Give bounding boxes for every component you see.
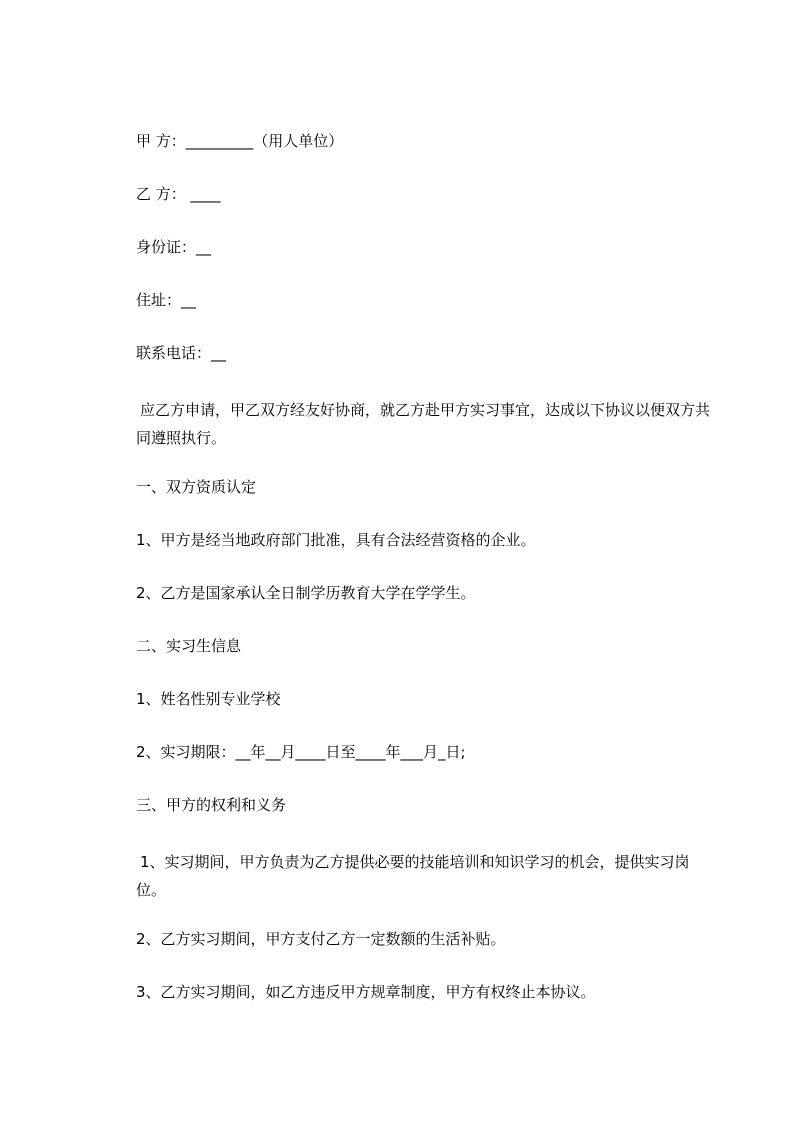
id-card-line: 身份证：__ xyxy=(136,238,212,256)
section-1-item-2: 2、乙方是国家承认全日制学历教育大学在学学生。 xyxy=(136,584,476,602)
section-3-item-2: 2、乙方实习期间，甲方支付乙方一定数额的生活补贴。 xyxy=(136,930,506,948)
section-3-title: 三、甲方的权利和义务 xyxy=(136,796,287,814)
party-a-line: 甲 方：_________（用人单位） xyxy=(136,132,344,150)
phone-line: 联系电话：__ xyxy=(136,344,227,362)
intro-paragraph: 应乙方申请，甲乙双方经友好协商，就乙方赴甲方实习事宜，达成以下协议以便双方共同遵照执行。 xyxy=(136,401,711,447)
section-2-title: 二、实习生信息 xyxy=(136,637,242,655)
section-2-item-1: 1、姓名性别专业学校 xyxy=(136,690,281,708)
section-1-title: 一、双方资质认定 xyxy=(136,478,257,496)
section-1-item-1: 1、甲方是经当地政府部门批准，具有合法经营资格的企业。 xyxy=(136,531,536,549)
section-2-item-2: 2、实习期限：__年__月____日至____年___月_日; xyxy=(136,743,466,761)
party-b-line: 乙 方： ____ xyxy=(136,185,221,203)
address-line: 住址：__ xyxy=(136,291,197,309)
section-3-item-1: 1、实习期间，甲方负责为乙方提供必要的技能培训和知识学习的机会，提供实习岗位。 xyxy=(136,853,690,899)
section-3-item-3: 3、乙方实习期间，如乙方违反甲方规章制度，甲方有权终止本协议。 xyxy=(136,983,596,1001)
